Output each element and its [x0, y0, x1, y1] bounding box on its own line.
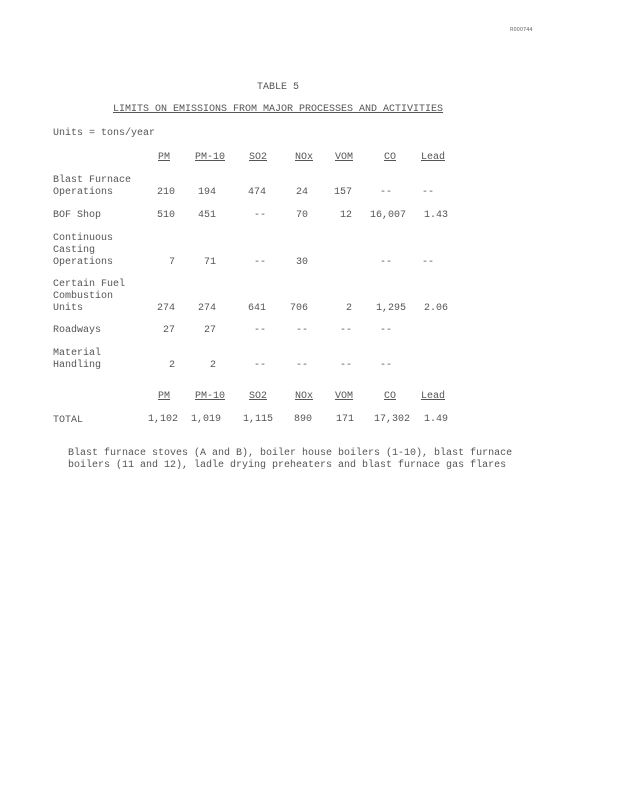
row-label-line: Combustion: [53, 291, 114, 302]
cell-co: 16,007: [369, 210, 406, 221]
cell-so2: 641: [247, 303, 266, 314]
cell-vom: 12: [339, 210, 352, 221]
row-label-line: Blast Furnace: [53, 175, 132, 186]
cell-pm: 2: [168, 360, 175, 371]
row-label-line: Casting: [53, 245, 96, 256]
header-so2: SO2: [248, 152, 267, 163]
total-nox: 890: [293, 414, 312, 425]
cell-pm10: 274: [197, 303, 216, 314]
document-id: R000744: [510, 27, 533, 33]
cell-co: --: [379, 325, 392, 336]
cell-so2: --: [253, 210, 266, 221]
table-title: LIMITS ON EMISSIONS FROM MAJOR PROCESSES AND ACTIVITIES: [113, 104, 444, 115]
units-note: Units = tons/year: [53, 128, 156, 139]
total-so2: 1,115: [242, 414, 273, 425]
cell-lead: --: [421, 187, 434, 198]
header-lead: Lead: [420, 152, 445, 163]
cell-pm: 27: [162, 325, 175, 336]
header-pm10: PM-10: [194, 152, 225, 163]
cell-lead: 2.06: [423, 303, 448, 314]
cell-pm: 510: [156, 210, 175, 221]
cell-nox: 24: [295, 187, 308, 198]
header-co: CO: [383, 152, 396, 163]
cell-co: --: [379, 360, 392, 371]
cell-co: --: [379, 187, 392, 198]
cell-pm: 274: [156, 303, 175, 314]
cell-so2: --: [253, 325, 266, 336]
row-label-line: Handling: [53, 360, 102, 371]
row-label-line: Operations: [53, 257, 114, 268]
header-vom: VOM: [334, 391, 353, 402]
cell-pm: 210: [156, 187, 175, 198]
header-nox: NOx: [294, 152, 313, 163]
row-label-line: Roadways: [53, 325, 102, 336]
cell-lead: --: [421, 257, 434, 268]
row-label-line: Units: [53, 303, 84, 314]
header-vom: VOM: [334, 152, 353, 163]
cell-co: 1,295: [375, 303, 406, 314]
total-label: TOTAL: [53, 415, 84, 426]
cell-nox: --: [295, 325, 308, 336]
row-label-line: Operations: [53, 187, 114, 198]
footnote-line: Blast furnace stoves (A and B), boiler house boilers (1-10), blast furnace: [68, 448, 513, 459]
cell-nox: 70: [295, 210, 308, 221]
row-label-line: Certain Fuel: [53, 279, 126, 290]
cell-nox: 30: [295, 257, 308, 268]
cell-pm10: 71: [203, 257, 216, 268]
cell-co: --: [379, 257, 392, 268]
row-label-line: Continuous: [53, 233, 114, 244]
total-co: 17,302: [373, 414, 410, 425]
total-vom: 171: [335, 414, 354, 425]
cell-lead: 1.43: [423, 210, 448, 221]
footnote-line: boilers (11 and 12), ladle drying preheaters and blast furnace gas flares: [68, 460, 507, 471]
cell-vom: 2: [345, 303, 352, 314]
cell-pm10: 451: [197, 210, 216, 221]
header-so2: SO2: [248, 391, 267, 402]
cell-pm10: 2: [209, 360, 216, 371]
table-label: TABLE 5: [257, 82, 300, 93]
header-lead: Lead: [420, 391, 445, 402]
total-pm: 1,102: [147, 414, 178, 425]
row-label-line: BOF Shop: [53, 210, 102, 221]
cell-vom: 157: [333, 187, 352, 198]
cell-nox: --: [295, 360, 308, 371]
header-pm: PM: [157, 152, 170, 163]
total-pm10: 1,019: [190, 414, 221, 425]
header-pm: PM: [157, 391, 170, 402]
cell-vom: --: [339, 325, 352, 336]
cell-pm: 7: [168, 257, 175, 268]
header-co: CO: [383, 391, 396, 402]
header-nox: NOx: [294, 391, 313, 402]
cell-pm10: 27: [203, 325, 216, 336]
row-label-line: Material: [53, 348, 102, 359]
header-pm10: PM-10: [194, 391, 225, 402]
cell-so2: --: [253, 360, 266, 371]
cell-nox: 706: [289, 303, 308, 314]
total-lead: 1.49: [423, 414, 448, 425]
cell-so2: 474: [247, 187, 266, 198]
cell-pm10: 194: [197, 187, 216, 198]
cell-vom: --: [339, 360, 352, 371]
cell-so2: --: [253, 257, 266, 268]
